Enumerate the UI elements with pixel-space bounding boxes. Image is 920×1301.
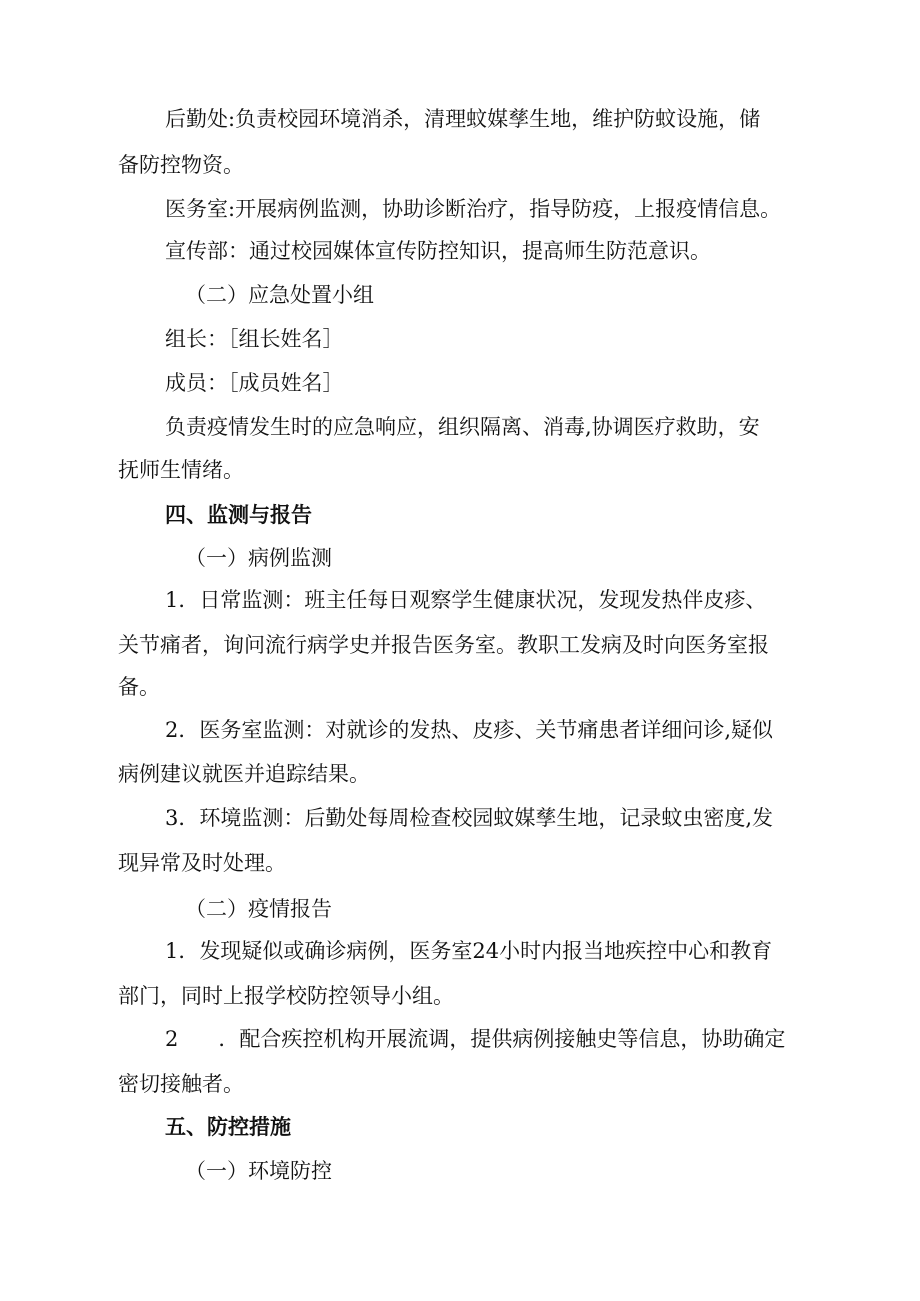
paragraph-emergency-duty-cont: 抚师生情绪。	[118, 458, 244, 482]
item-report-cases-cont: 部门，同时上报学校防控领导小组。	[118, 984, 454, 1008]
paragraph-logistics: 后勤处:负责校园环境消杀，清理蚊媒孳生地，维护防蚊设施，储	[165, 107, 761, 131]
section-heading-prevention: 五、防控措施	[165, 1115, 291, 1139]
paragraph-logistics-cont: 备防控物资。	[118, 153, 244, 177]
subheading-epidemic-report: （二）疫情报告	[185, 897, 332, 921]
item-text: ．配合疾控机构开展流调，提供病例接触史等信息，协助确定	[218, 1027, 786, 1051]
paragraph-emergency-duty: 负责疫情发生时的应急响应，组织隔离、消毒,协调医疗救助，安	[165, 415, 760, 439]
item-environment-monitoring-cont: 现异常及时处理。	[118, 851, 286, 875]
item-cooperate-cdc	[165, 1025, 785, 1053]
subheading-case-monitoring: （一）病例监测	[185, 546, 332, 570]
paragraph-clinic: 医务室:开展病例监测，协助诊断治疗，指导防疫，上报疫情信息。	[165, 197, 782, 221]
item-number: 2	[165, 1027, 179, 1051]
subheading-environment-control: （一）环境防控	[185, 1159, 332, 1183]
paragraph-publicity: 宣传部：通过校园媒体宣传防控知识，提高师生防范意识。	[165, 239, 711, 263]
item-clinic-monitoring-cont: 病例建议就医并追踪结果。	[118, 762, 370, 786]
item-daily-monitoring-cont2: 备。	[118, 675, 160, 699]
subheading-emergency-team: （二）应急处置小组	[185, 283, 374, 307]
team-leader-line: 组长：［组长姓名］	[165, 327, 344, 351]
item-daily-monitoring-cont: 关节痛者，询问流行病学史并报告医务室。教职工发病及时向医务室报	[118, 633, 769, 657]
item-cooperate-cdc-cont: 密切接触者。	[118, 1072, 244, 1096]
team-members-line: 成员：［成员姓名］	[165, 371, 344, 395]
item-daily-monitoring: 1．日常监测：班主任每日观察学生健康状况，发现发热伴皮疹、	[165, 588, 767, 612]
section-heading-monitoring: 四、监测与报告	[165, 503, 312, 527]
item-clinic-monitoring: 2．医务室监测：对就诊的发热、皮疹、关节痛患者详细问诊,疑似	[165, 718, 774, 742]
item-environment-monitoring: 3．环境监测：后勤处每周检查校园蚊媒孳生地，记录蚊虫密度,发	[165, 806, 774, 830]
item-report-cases: 1．发现疑似或确诊病例，医务室24小时内报当地疾控中心和教育	[165, 939, 773, 963]
